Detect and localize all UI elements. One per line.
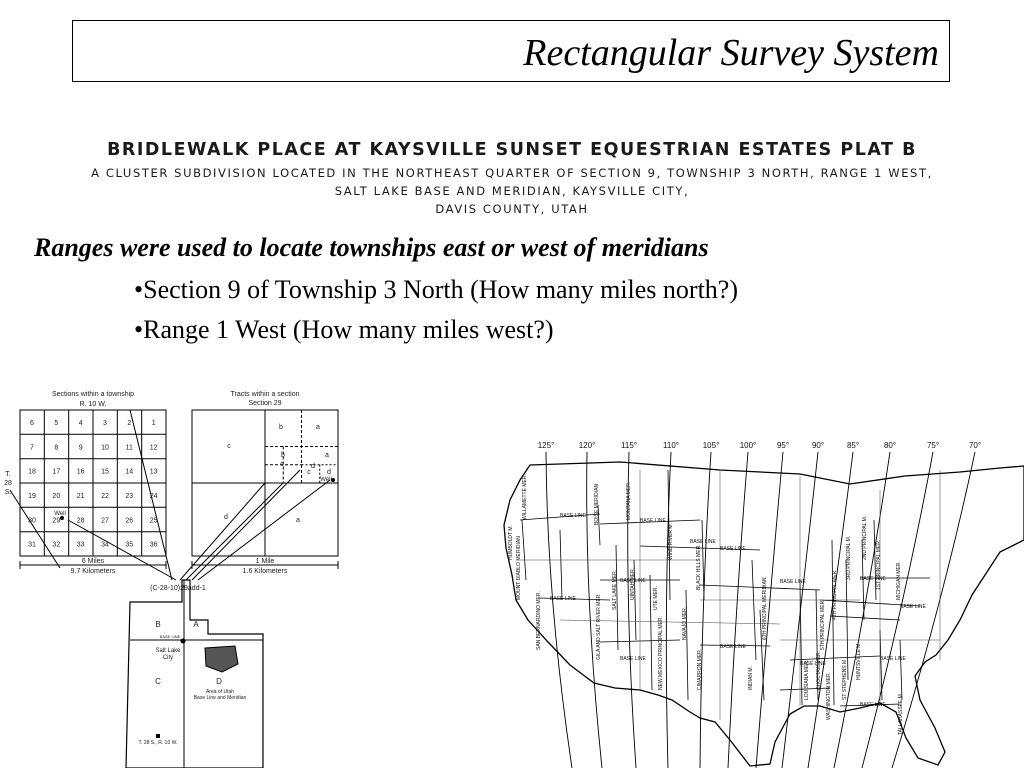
section-scale-km: 1.6 Kilometers [242, 568, 288, 575]
longitude-label: 85° [846, 441, 860, 450]
section-number: 10 [101, 444, 109, 452]
meridian-label: 2ND PRINCIPAL M. [862, 515, 868, 560]
meridian-label: 3RD PRINCIPAL M. [846, 535, 852, 580]
meridian-label: GILA AND SALT RIVER MER. [596, 593, 602, 660]
longitude-line [834, 452, 890, 768]
base-line-label: BASE LINE [720, 644, 746, 650]
base-line-segment [700, 585, 820, 590]
principal-meridian-line [560, 530, 562, 600]
base-line-label: BASE LINE [900, 604, 926, 610]
section-well-label: Well [320, 477, 332, 483]
meridian-origin-marker [181, 639, 186, 644]
base-line-label: BASE LINE [860, 576, 886, 582]
slc-label-1: Salt Lake [155, 648, 181, 654]
survey-diagram [0, 384, 345, 768]
section-number: 15 [101, 468, 109, 476]
tract-letter: c [307, 469, 311, 476]
section-number: 3 [103, 420, 107, 427]
quadrant-b: B [155, 620, 161, 629]
tract-letter: d [327, 469, 331, 476]
longitude-label: 105° [702, 441, 720, 450]
section-number: 9 [78, 444, 83, 452]
section-number: 19 [28, 492, 36, 500]
meridian-label: MOUNT DIABLO MERIDIAN [516, 536, 522, 600]
meridian-label: MICHIGAN MER. [896, 561, 902, 600]
tract-letter: c [227, 443, 231, 450]
longitude-line [728, 452, 748, 768]
meridian-label: WIND RIVER M. [668, 523, 674, 560]
slide-title: Rectangular Survey System [523, 32, 939, 74]
title-box [72, 20, 950, 82]
quadrant-a: A [193, 620, 199, 629]
section-number: 36 [149, 541, 158, 549]
section-number: 22 [101, 492, 109, 500]
base-line-segment [830, 616, 900, 620]
section-number: 30 [28, 517, 36, 525]
base-line-label: BASE LINE [620, 656, 646, 662]
section-number: 35 [125, 541, 134, 549]
township-t-label: T. [5, 471, 11, 478]
principal-meridian-line [522, 520, 526, 580]
meridian-label: MONTANA MER. [626, 481, 632, 520]
base-line-label: BASE LINE [560, 513, 586, 519]
section-number: 32 [52, 541, 61, 549]
slc-label-2: City [162, 655, 174, 661]
longitude-label: 90° [811, 441, 825, 450]
section-number: 29 [52, 517, 61, 525]
base-line-label: BASE LINE [860, 702, 886, 708]
section-number: 4 [78, 420, 83, 427]
base-line-label: BASE LINE [880, 656, 906, 662]
principal-meridian-line [686, 590, 688, 700]
section-number: 8 [54, 444, 59, 452]
plat-line-2: SALT LAKE BASE AND MERIDIAN, KAYSVILLE CITY, [334, 184, 690, 198]
township-well-label: Well [54, 511, 66, 517]
tract-letter: c [280, 461, 284, 468]
section-number: 14 [125, 468, 134, 476]
section-number: 13 [149, 468, 158, 476]
section-number: 25 [149, 517, 158, 525]
section-number: 23 [125, 492, 134, 500]
tract-letter: d [311, 463, 315, 470]
section-number: 1 [151, 420, 156, 427]
quadrant-c: C [155, 677, 161, 686]
ranges-heading: Ranges were used to locate townships east or west of meridians [34, 233, 709, 262]
longitude-label: 100° [739, 441, 757, 450]
base-line-label: BASE LINE [620, 578, 646, 584]
plat-heading: BRIDLEWALK PLACE AT KAYSVILLE SUNSET EQUESTRIAN ESTATES PLAT B [107, 140, 917, 160]
longitude-line [546, 452, 572, 768]
base-line-label: BASE LINE [690, 539, 716, 545]
tract-letter: b [279, 424, 283, 431]
longitude-label: 70° [968, 441, 982, 450]
section-number: 28 [76, 517, 85, 525]
township-title: Sections within a township [51, 391, 135, 398]
meridian-label: UINTAH MER. [630, 567, 636, 600]
plat-line-1: A CLUSTER SUBDIVISION LOCATED IN THE NORTHEAST QUARTER OF SECTION 9, TOWNSHIP 3 NORTH, RANGE 1 WEST, [91, 166, 933, 180]
section-number: 18 [28, 468, 36, 476]
principal-meridian-line [702, 520, 704, 600]
meridian-label: SAN BERNARDINO MER. [536, 591, 542, 650]
township-num-label: 28 [4, 480, 12, 487]
section-number: 21 [76, 492, 85, 500]
bullet-range-1-west: •Range 1 West (How many miles west?) [134, 315, 554, 344]
township-ref-marker [156, 734, 160, 738]
tract-letter: a [325, 452, 329, 459]
utah-base-line-label: BASE LINE [159, 634, 181, 639]
plat-line-3: DAVIS COUNTY, UTAH [435, 202, 589, 216]
meridian-label: HUNTSVILLE M. [856, 642, 862, 680]
longitude-label: 95° [776, 441, 790, 450]
base-line-label: BASE LINE [780, 579, 806, 585]
section-number: 17 [52, 468, 61, 476]
base-line-segment [790, 656, 880, 660]
township-scale-km: 9.7 Kilometers [70, 568, 116, 575]
meridian-label: BLACK HILLS MER. [696, 544, 702, 590]
section-number: 12 [149, 444, 158, 452]
principal-meridian-line [880, 630, 882, 700]
principal-meridian-line [900, 640, 902, 700]
bullet-section-9: •Section 9 of Township 3 North (How many miles north?) [134, 275, 739, 304]
principal-meridian-line [752, 560, 756, 660]
section-title: Tracts within a section [230, 391, 300, 398]
tract-letter: a [296, 517, 300, 524]
meridian-label: TALLAHASSEE M. [898, 692, 904, 735]
longitude-label: 75° [926, 441, 940, 450]
section-number: 5 [54, 420, 59, 427]
section-number: 26 [125, 517, 134, 525]
section-number: 11 [125, 444, 133, 452]
longitude-label: 110° [663, 441, 679, 450]
meridian-label: SALT LAKE MER. [612, 569, 618, 610]
section-number: 24 [149, 492, 158, 500]
section-number: 6 [30, 420, 34, 427]
longitude-label: 125° [537, 441, 555, 450]
township-s-label: S. [4, 489, 12, 496]
meridian-label: CHOCTAW MER. [816, 650, 822, 690]
base-line-label: BASE LINE [720, 546, 746, 552]
meridian-label: UTE MER. [653, 586, 659, 610]
meridian-label: INDIAN M. [748, 666, 754, 690]
section-number: 34 [101, 541, 109, 549]
meridian-label: ST STEPHENS M. [842, 658, 848, 700]
section-number: 33 [76, 541, 85, 549]
tract-letter: a [316, 424, 320, 431]
section-number: 31 [28, 541, 36, 549]
meridian-label: HUMBOLDT M. [508, 525, 514, 560]
utah-legend-2: Base Line and Meridian [193, 695, 247, 701]
section-scale-miles: 1 Mile [255, 558, 275, 565]
tract-code: (C-28-10)29add-1 [150, 585, 206, 592]
meridian-label: CIMARRON MER. [697, 648, 703, 690]
meridian-label: BOISE MERIDIAN [594, 483, 600, 525]
meridian-label: WILLAMETTE MER. [522, 474, 528, 520]
section-number: 16 [76, 468, 85, 476]
township-range: R. 10 W. [79, 401, 107, 408]
section-number: 2 [127, 420, 132, 427]
meridian-label: 4TH PRINCIPAL MER. [832, 569, 838, 620]
meridian-label: NAVAJO MER. [682, 606, 688, 640]
principal-meridian-line [650, 575, 652, 690]
longitude-label: 80° [883, 441, 897, 450]
base-line-label: BASE LINE [800, 661, 826, 667]
meridian-label: 5TH PRINCIPAL MER. [820, 599, 826, 650]
section-subtitle: Section 29 [248, 400, 282, 407]
meridian-label: LOUISIANA MER. [804, 659, 810, 700]
principal-meridian-line [832, 540, 834, 705]
meridian-label: 1ST PRINCIPAL MER. [876, 539, 882, 590]
section-number: 20 [52, 492, 61, 500]
section-number: 7 [30, 444, 34, 452]
utah-township-ref: T. 28 S., R. 10 W. [138, 740, 178, 746]
meridian-label: NEW MEXICO PRINCIPAL MER. [658, 616, 664, 690]
tract-letter: b [281, 452, 285, 459]
longitude-label: 120° [578, 441, 596, 450]
section-number: 27 [101, 517, 109, 525]
meridian-label: WASHINGTON MER. [826, 671, 832, 720]
longitude-line [892, 452, 975, 768]
longitude-label: 115° [621, 441, 637, 450]
base-line-label: BASE LINE [640, 518, 666, 524]
state-boundary [560, 620, 780, 624]
us-principal-meridians-map [490, 432, 1024, 768]
township-scale-miles: 6 Miles [81, 558, 105, 565]
utah-legend-1: Area of Utah [205, 689, 235, 695]
meridian-label: 6TH PRINCIPAL MERIDIAN [762, 577, 768, 640]
tract-letter: d [224, 514, 228, 521]
quadrant-d: D [216, 677, 222, 686]
base-line-label: BASE LINE [550, 596, 576, 602]
